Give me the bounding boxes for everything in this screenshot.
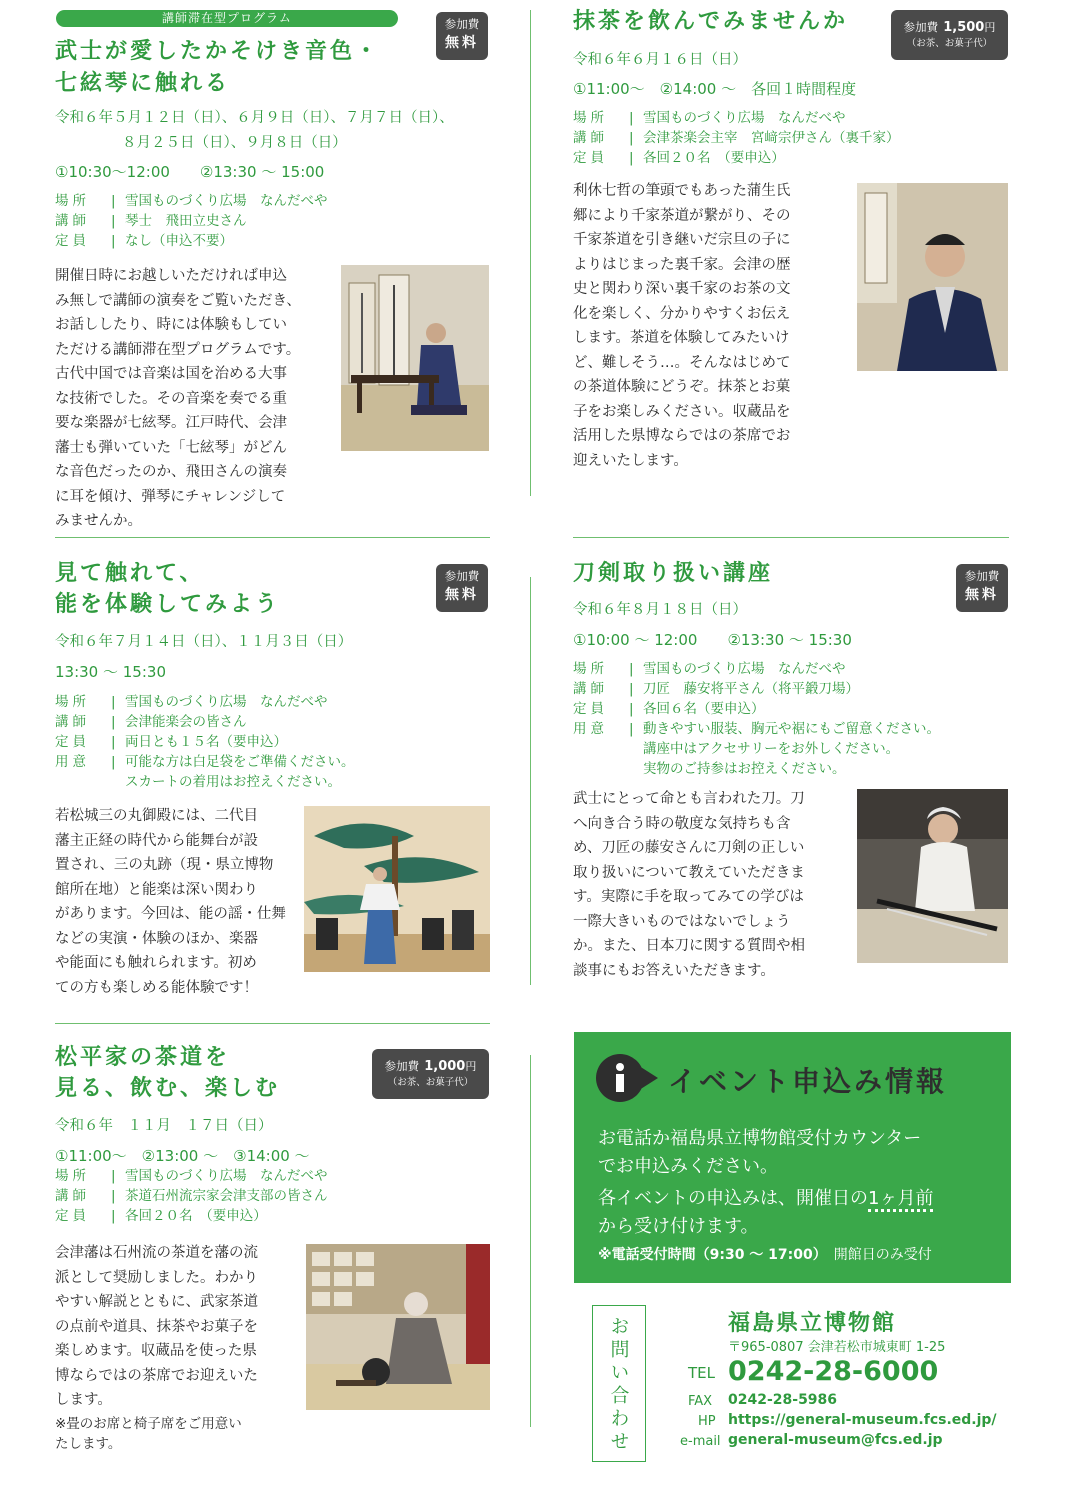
s5-title-line2: 見る、飲む、楽しむ	[55, 1076, 281, 1101]
museum-name: 福島県立博物館	[728, 1311, 897, 1336]
info-value: 講座中はアクセサリーをお外しください。	[643, 741, 900, 757]
info-value: 可能な方は白足袋をご準備ください。	[125, 754, 355, 770]
application-line3	[598, 1184, 933, 1210]
phone-hours	[598, 1244, 932, 1264]
s1-title-line2: 七絃琴に触れる	[55, 71, 231, 96]
s5-date: 令和６年 １１月 １７日（日）	[55, 1118, 273, 1134]
info-label	[573, 739, 629, 759]
info-value: 各回２０名 （要申込）	[643, 150, 785, 166]
fee-free: 無料	[445, 35, 479, 51]
section-divider	[573, 537, 1009, 538]
info-label: 定員	[55, 1208, 90, 1224]
info-value: 雪国ものづくり広場 なんだべや	[643, 661, 846, 677]
s5-info: 場所 | 雪国ものづくり広場 なんだべや 講師 | 茶道石州流宗家会津支部の皆さん 定員 | 各回２０名 （要申込）	[55, 1168, 328, 1224]
info-label: 講師	[55, 1188, 90, 1204]
fee-unit: 円	[984, 21, 996, 34]
info-label: 定員	[55, 734, 90, 750]
info-label: 場所	[573, 661, 608, 677]
s3-title-line1: 見て触れて、	[55, 561, 205, 586]
hp-label: HP	[698, 1414, 716, 1429]
info-label: 定員	[55, 233, 90, 249]
section-divider	[55, 537, 490, 538]
tel-label: TEL	[688, 1364, 715, 1382]
s1-time: ①10:30〜12:00 ②13:30 〜 15:00	[55, 163, 325, 181]
s3-info: 場所 | 雪国ものづくり広場 なんだべや 講師 | 会津能楽会の皆さん 定員 | 両日とも１５名（要申込） 用意 | 可能な方は白足袋をご準備ください。 スカートの着用はお控えください。	[55, 694, 355, 790]
column-divider-middle	[530, 577, 531, 985]
info-label: 場所	[55, 1168, 90, 1184]
info-label: 場所	[55, 694, 90, 710]
info-label: 場所	[573, 110, 608, 126]
application-line1: お電話か福島県立博物館受付カウンター	[598, 1128, 922, 1149]
info-label: 定員	[573, 701, 608, 717]
s1-fee-badge	[436, 12, 488, 60]
application-line3-text: 各イベントの申込みは、開催日の	[598, 1188, 868, 1209]
one-month-emphasis: 1ヶ月前	[868, 1188, 933, 1212]
tel-number: 0242-28-6000	[728, 1356, 939, 1387]
website-link[interactable]: https://general-museum.fcs.ed.jp/	[728, 1412, 997, 1428]
fee-note: （お茶、お菓子代）	[387, 1077, 474, 1088]
email-label: e-mail	[680, 1434, 721, 1449]
tea-master-photo	[857, 183, 1008, 371]
fax-number: 0242-28-5986	[728, 1392, 838, 1408]
info-label: 用意	[55, 754, 90, 770]
fee-unit: 円	[465, 1060, 477, 1073]
s1-info: 場所 | 雪国ものづくり広場 なんだべや 講師 | 琴士 飛田立史さん 定員 | なし（申込不要）	[55, 193, 328, 249]
column-divider-top	[530, 10, 531, 496]
s5-title-line1: 松平家の茶道を	[55, 1045, 231, 1070]
info-value: 両日とも１５名（要申込）	[125, 734, 287, 750]
s3-title-line2: 能を体験してみよう	[55, 592, 281, 617]
info-value: なし（申込不要）	[125, 233, 233, 249]
noh-performance-photo	[304, 806, 490, 972]
s2-fee-badge	[891, 10, 1008, 60]
info-value: 雪国ものづくり広場 なんだべや	[643, 110, 846, 126]
application-line2: でお申込みください。	[598, 1156, 778, 1177]
info-value: 刀匠 藤安将平さん（将平鍛刀場）	[643, 681, 859, 697]
fee-free: 無料	[445, 587, 479, 603]
s3-date: 令和６年７月１４日（日）、１１月３日（日）	[55, 634, 353, 650]
fee-label: 参加費	[444, 569, 480, 583]
swordsmith-photo	[857, 789, 1008, 963]
info-label: 講師	[573, 130, 608, 146]
s2-body: 利休七哲の筆頭でもあった蒲生氏 郷により千家茶道が繋がり、その 千家茶道を引き継いだ宗旦の子に よりはじまった裏千家。会津の歴 史と関わり深い裏千家のお茶の文 化を楽しく、分かりやすくお伝え します。茶道を体験してみたいけ ど、難しそう…。そんなはじめて の茶道体験にどうぞ。抹茶とお菓 子をお楽しみください。収蔵品を 活用した県博ならではの茶席でお 迎えいたします。	[573, 183, 791, 469]
tea-ceremony-photo	[306, 1244, 490, 1410]
info-label: 場所	[55, 193, 90, 209]
s4-time: ①10:00 〜 12:00 ②13:30 〜 15:30	[573, 631, 852, 649]
info-value: 会津能楽会の皆さん	[125, 714, 247, 730]
contact-label: お問い合わせ	[607, 1316, 630, 1454]
section-divider	[55, 1023, 490, 1024]
s4-body: 武士にとって命とも言われた刀。刀 へ向き合う時の敬度な気持ちも含 め、刀匠の藤安さんに刀剣の正しい 取り扱いについて教えていただきま す。実際に手を取ってみての学びは 一際大きいものではないでしょう か。また、日本刀に関する質問や相 談事にもお答えいただきます。	[573, 791, 805, 979]
fee-label: 参加費	[903, 20, 939, 34]
phone-hours-time: ※電話受付時間（9:30 〜 17:00）	[598, 1247, 820, 1263]
info-value: 各回２０名 （要申込）	[125, 1208, 267, 1224]
phone-hours-note: 開館日のみ受付	[833, 1247, 932, 1263]
column-divider-bottom	[530, 1055, 531, 1427]
info-value: 雪国ものづくり広場 なんだべや	[125, 694, 328, 710]
s1-date-line2: ８月２５日（日）、９月８日（日）	[122, 135, 347, 151]
info-label: 講師	[573, 681, 608, 697]
s3-body: 若松城三の丸御殿には、二代目 藩主正経の時代から能舞台が設 置され、三の丸跡（現・県立博物 館所在地）と能楽は深い関わり があります。今回は、能の謡・仕舞 などの実演・体験のほか、楽器 や能面にも触れられます。初め ての方も楽しめる能体験です！	[55, 808, 286, 996]
info-icon	[596, 1054, 658, 1102]
info-label: 用意	[573, 721, 608, 737]
info-label	[573, 759, 629, 779]
museum-address: 〒965-0807 会津若松市城東町 1-25	[728, 1340, 946, 1355]
s4-fee-badge	[956, 564, 1008, 612]
info-label: 講師	[55, 213, 90, 229]
s4-title: 刀剣取り扱い講座	[573, 561, 774, 586]
fee-label: 参加費	[964, 569, 1000, 583]
info-value: 茶道石州流宗家会津支部の皆さん	[125, 1188, 328, 1204]
fee-label: 参加費	[384, 1059, 420, 1073]
s4-date: 令和６年８月１８日（日）	[573, 602, 747, 618]
fee-price: 1,000	[424, 1059, 466, 1074]
s2-info: 場所 | 雪国ものづくり広場 なんだべや 講師 | 会津茶楽会主宰 宮﨑宗伊さん（裏千家） 定員 | 各回２０名 （要申込）	[573, 110, 900, 166]
s1-body: 開催日時にお越しいただければ申込 み無しで講師の演奏をご覧いただき、 お話ししたり、時には体験もしてい ただける講師滞在型プログラムです。 古代中国では音楽は国を治める大事 な技術でした。その音楽を奏でる重 要な楽器が七絃琴。江戸時代、会津 藩士も弾いていた「七絃琴」がどん な音色だったのか、飛田さんの演奏 に耳を傾け、弾琴にチャレンジして みませんか。	[55, 268, 301, 529]
s4-info: 場所 | 雪国ものづくり広場 なんだべや 講師 | 刀匠 藤安将平さん（将平鍛刀場） 定員 | 各回６名（要申込） 用意 | 動きやすい服装、胸元や裾にもご留意ください。 講座中はアクセサリーをお外しください。 実物のご持参はお控えください。	[573, 661, 940, 777]
fee-label: 参加費	[444, 17, 480, 31]
application-title: イベント申込み情報	[668, 1065, 948, 1098]
s5-fee-badge	[372, 1049, 489, 1099]
info-value: 各回６名（要申込）	[643, 701, 765, 717]
s5-body: 会津藩は石州流の茶道を藩の流 派として奨励しました。わかり やすい解説とともに、武家茶道 の点前や道具、抹茶やお菓子を 楽しめます。収蔵品を使った県 博ならではの茶席でお迎えいた します。	[55, 1245, 258, 1408]
fee-note: （お茶、お菓子代）	[906, 38, 993, 49]
info-label: 定員	[573, 150, 608, 166]
s1-date-line1: 令和６年５月１２日（日）、６月９日（日）、７月７日（日）、	[55, 110, 454, 126]
fax-label: FAX	[688, 1394, 713, 1409]
fee-price: 1,500	[943, 20, 985, 35]
s3-time: 13:30 〜 15:30	[55, 663, 166, 681]
email-link[interactable]: general-museum@fcs.ed.jp	[728, 1432, 943, 1448]
info-value: 琴士 飛田立史さん	[125, 213, 247, 229]
info-label	[55, 772, 111, 792]
s1-title-line1: 武士が愛したかそけき音色・	[55, 39, 381, 64]
s2-title: 抹茶を飲んでみませんか	[573, 9, 849, 34]
info-value: スカートの着用はお控えください。	[125, 774, 341, 790]
info-value: 会津茶楽会主宰 宮﨑宗伊さん（裏千家）	[643, 130, 900, 146]
info-label: 講師	[55, 714, 90, 730]
koto-player-photo	[341, 265, 489, 451]
application-info-box	[574, 1032, 1011, 1283]
contact-label-box	[592, 1305, 646, 1462]
s2-time: ①11:00〜 ②14:00 〜 各回１時間程度	[573, 80, 857, 98]
s2-date: 令和６年６月１６日（日）	[573, 52, 747, 68]
s5-time: ①11:00〜 ②13:00 〜 ③14:00 〜	[55, 1147, 310, 1165]
info-value: 実物のご持参はお控えください。	[643, 761, 846, 777]
info-value: 雪国ものづくり広場 なんだべや	[125, 1168, 328, 1184]
s5-note: ※畳のお席と椅子席をご用意い たします。	[55, 1416, 242, 1452]
fee-free: 無料	[965, 587, 999, 603]
info-value: 動きやすい服装、胸元や裾にもご留意ください。	[643, 721, 940, 737]
application-line4: から受け付けます。	[598, 1216, 759, 1237]
s3-fee-badge	[436, 564, 488, 612]
program-tag: 講師滞在型プログラム	[56, 10, 398, 27]
info-value: 雪国ものづくり広場 なんだべや	[125, 193, 328, 209]
